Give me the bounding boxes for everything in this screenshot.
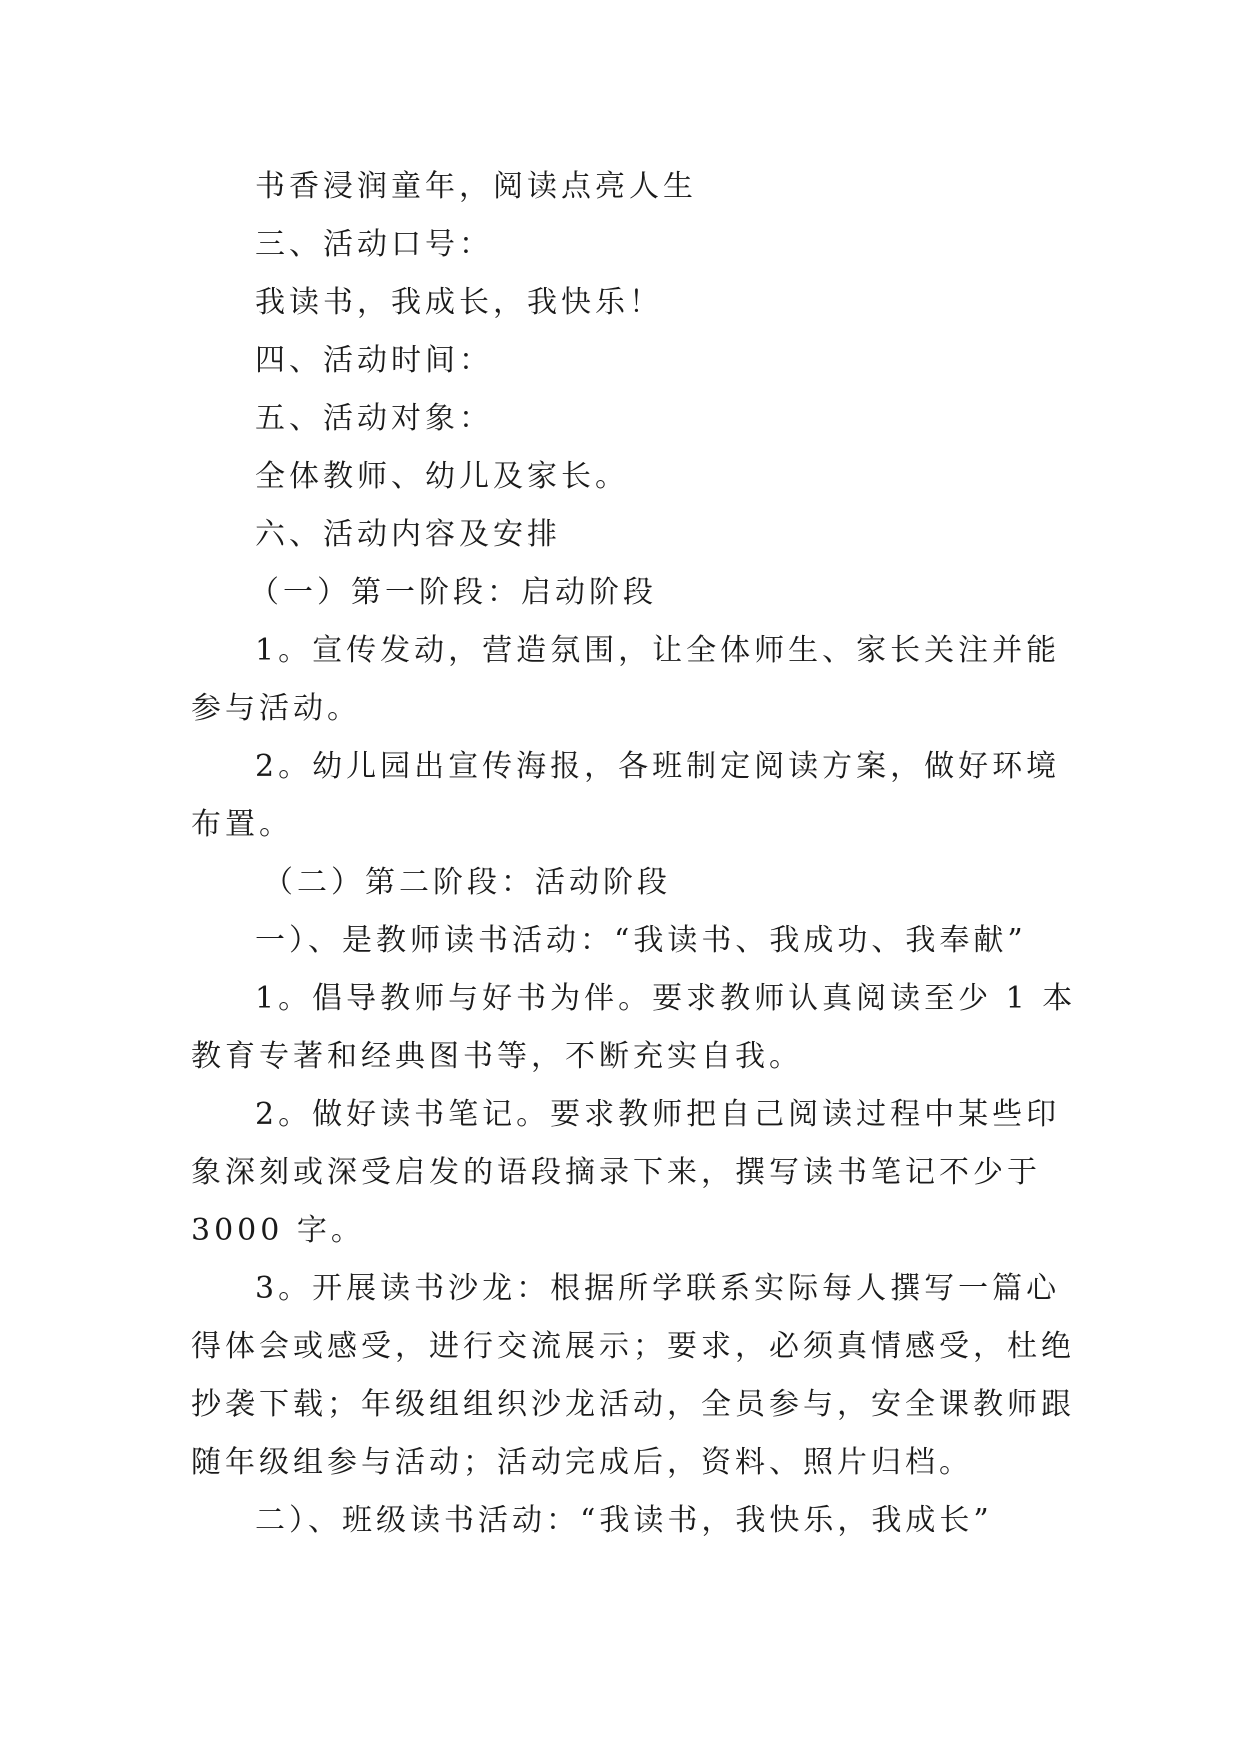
paragraph-line: 教育专著和经典图书等，不断充实自我。	[191, 1039, 803, 1074]
section-heading-time: 四、活动时间：	[255, 343, 493, 378]
theme-line: 书香浸润童年，阅读点亮人生	[255, 169, 697, 204]
paragraph-line: 随年级组参与活动；活动完成后，资料、照片归档。	[191, 1445, 973, 1480]
target-text: 全体教师、幼儿及家长。	[255, 459, 629, 494]
slogan-text: 我读书，我成长，我快乐！	[255, 285, 663, 320]
paragraph-line: 1。宣传发动，营造氛围，让全体师生、家长关注并能	[255, 633, 1061, 668]
paragraph-line: 2。做好读书笔记。要求教师把自己阅读过程中某些印	[255, 1097, 1061, 1132]
paragraph-line: 布置。	[191, 807, 293, 842]
section-heading-content: 六、活动内容及安排	[255, 517, 561, 552]
paragraph-line: 3。开展读书沙龙：根据所学联系实际每人撰写一篇心	[255, 1271, 1061, 1306]
subsection-heading: 二）、班级读书活动：“我读书，我快乐，我成长”	[255, 1503, 993, 1538]
paragraph-line: 象深刻或深受启发的语段摘录下来，撰写读书笔记不少于	[191, 1155, 1041, 1190]
paragraph-line: 3000 字。	[191, 1213, 365, 1248]
section-heading-slogan: 三、活动口号：	[255, 227, 493, 262]
phase-one-heading: （一）第一阶段：启动阶段	[249, 575, 657, 610]
paragraph-line: 抄袭下载；年级组组织沙龙活动，全员参与，安全课教师跟	[191, 1387, 1075, 1422]
phase-two-heading: （二）第二阶段：活动阶段	[263, 865, 671, 900]
document-body	[191, 158, 1077, 1550]
section-heading-target: 五、活动对象：	[255, 401, 493, 436]
paragraph-line: 1。倡导教师与好书为伴。要求教师认真阅读至少 1 本	[255, 981, 1077, 1016]
paragraph-line: 得体会或感受，进行交流展示；要求，必须真情感受，杜绝	[191, 1329, 1075, 1364]
subsection-heading: 一）、是教师读书活动：“我读书、我成功、我奉献”	[255, 923, 1027, 958]
paragraph-line: 2。幼儿园出宣传海报，各班制定阅读方案，做好环境	[255, 749, 1061, 784]
paragraph-line: 参与活动。	[191, 691, 361, 726]
